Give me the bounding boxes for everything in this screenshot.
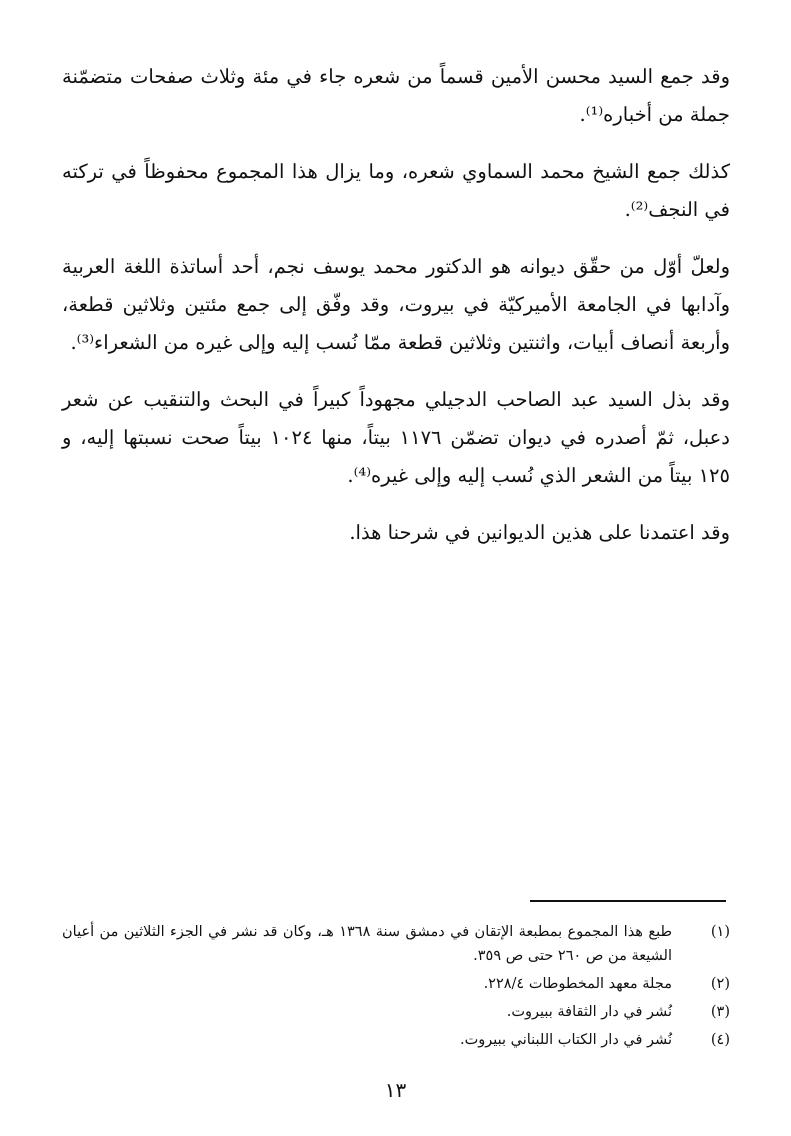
footnote-text: نُشر في دار الكتاب اللبناني ببيروت.	[459, 1032, 672, 1048]
footnote-item	[62, 1028, 730, 1052]
footnote-number: (٤)	[710, 1032, 730, 1048]
footnote-number: (٢)	[710, 976, 730, 992]
main-text	[62, 58, 730, 571]
footnote-text: نُشر في دار الثقافة ببيروت.	[506, 1004, 672, 1020]
footnote-item	[62, 920, 730, 968]
footnote-number: (١)	[710, 924, 730, 940]
footnote-divider	[530, 900, 726, 902]
footnotes-section	[62, 920, 730, 1056]
footnote-item	[62, 1000, 730, 1024]
footnote-number: (٣)	[710, 1004, 730, 1020]
paragraph: وقد بذل السيد عبد الصاحب الدجيلي مجهوداً كبيراً في البحث والتنقيب عن شعر دعبل، ثمّ أصدره في ديوان تضمّن ١١٧٦ بيتاً، منها ١٠٢٤ بيتاً صحت نسبتها إليه، و ١٢٥ بيتاً من الشعر الذي نُسب إليه وإلى غيره⁽⁴⁾.	[62, 388, 730, 487]
paragraph: كذلك جمع الشيخ محمد السماوي شعره، وما يزال هذا المجموع محفوظاً في تركته في النجف⁽²⁾.	[62, 160, 730, 221]
paragraph: وقد اعتمدنا على هذين الديوانين في شرحنا هذا.	[349, 521, 730, 544]
footnote-item	[62, 972, 730, 996]
paragraph: وقد جمع السيد محسن الأمين قسماً من شعره جاء في مئة وثلاث صفحات متضمّنة جملة من أخباره⁽¹⁾.	[62, 65, 730, 126]
page-number: ١٣	[384, 1078, 407, 1102]
footnote-text: طبع هذا المجموع بمطبعة الإتقان في دمشق سنة ١٣٦٨ هـ، وكان قد نشر في الجزء الثلاثين من أعيان الشيعة من ص ٢٦٠ حتى ص ٣٥٩.	[62, 924, 672, 964]
paragraph: ولعلّ أوّل من حقّق ديوانه هو الدكتور محمد يوسف نجم، أحد أساتذة اللغة العربية وآدابها في الجامعة الأميركيّة في بيروت، وقد وفّق إلى جمع مئتين وثلاثين قطعة، وأربعة أنصاف أبيات، واثنتين وثلاثين قطعة ممّا نُسب إليه وإلى غيره من الشعراء⁽³⁾.	[62, 255, 730, 354]
footnote-text: مجلة معهد المخطوطات ٢٢٨/٤.	[483, 976, 672, 992]
